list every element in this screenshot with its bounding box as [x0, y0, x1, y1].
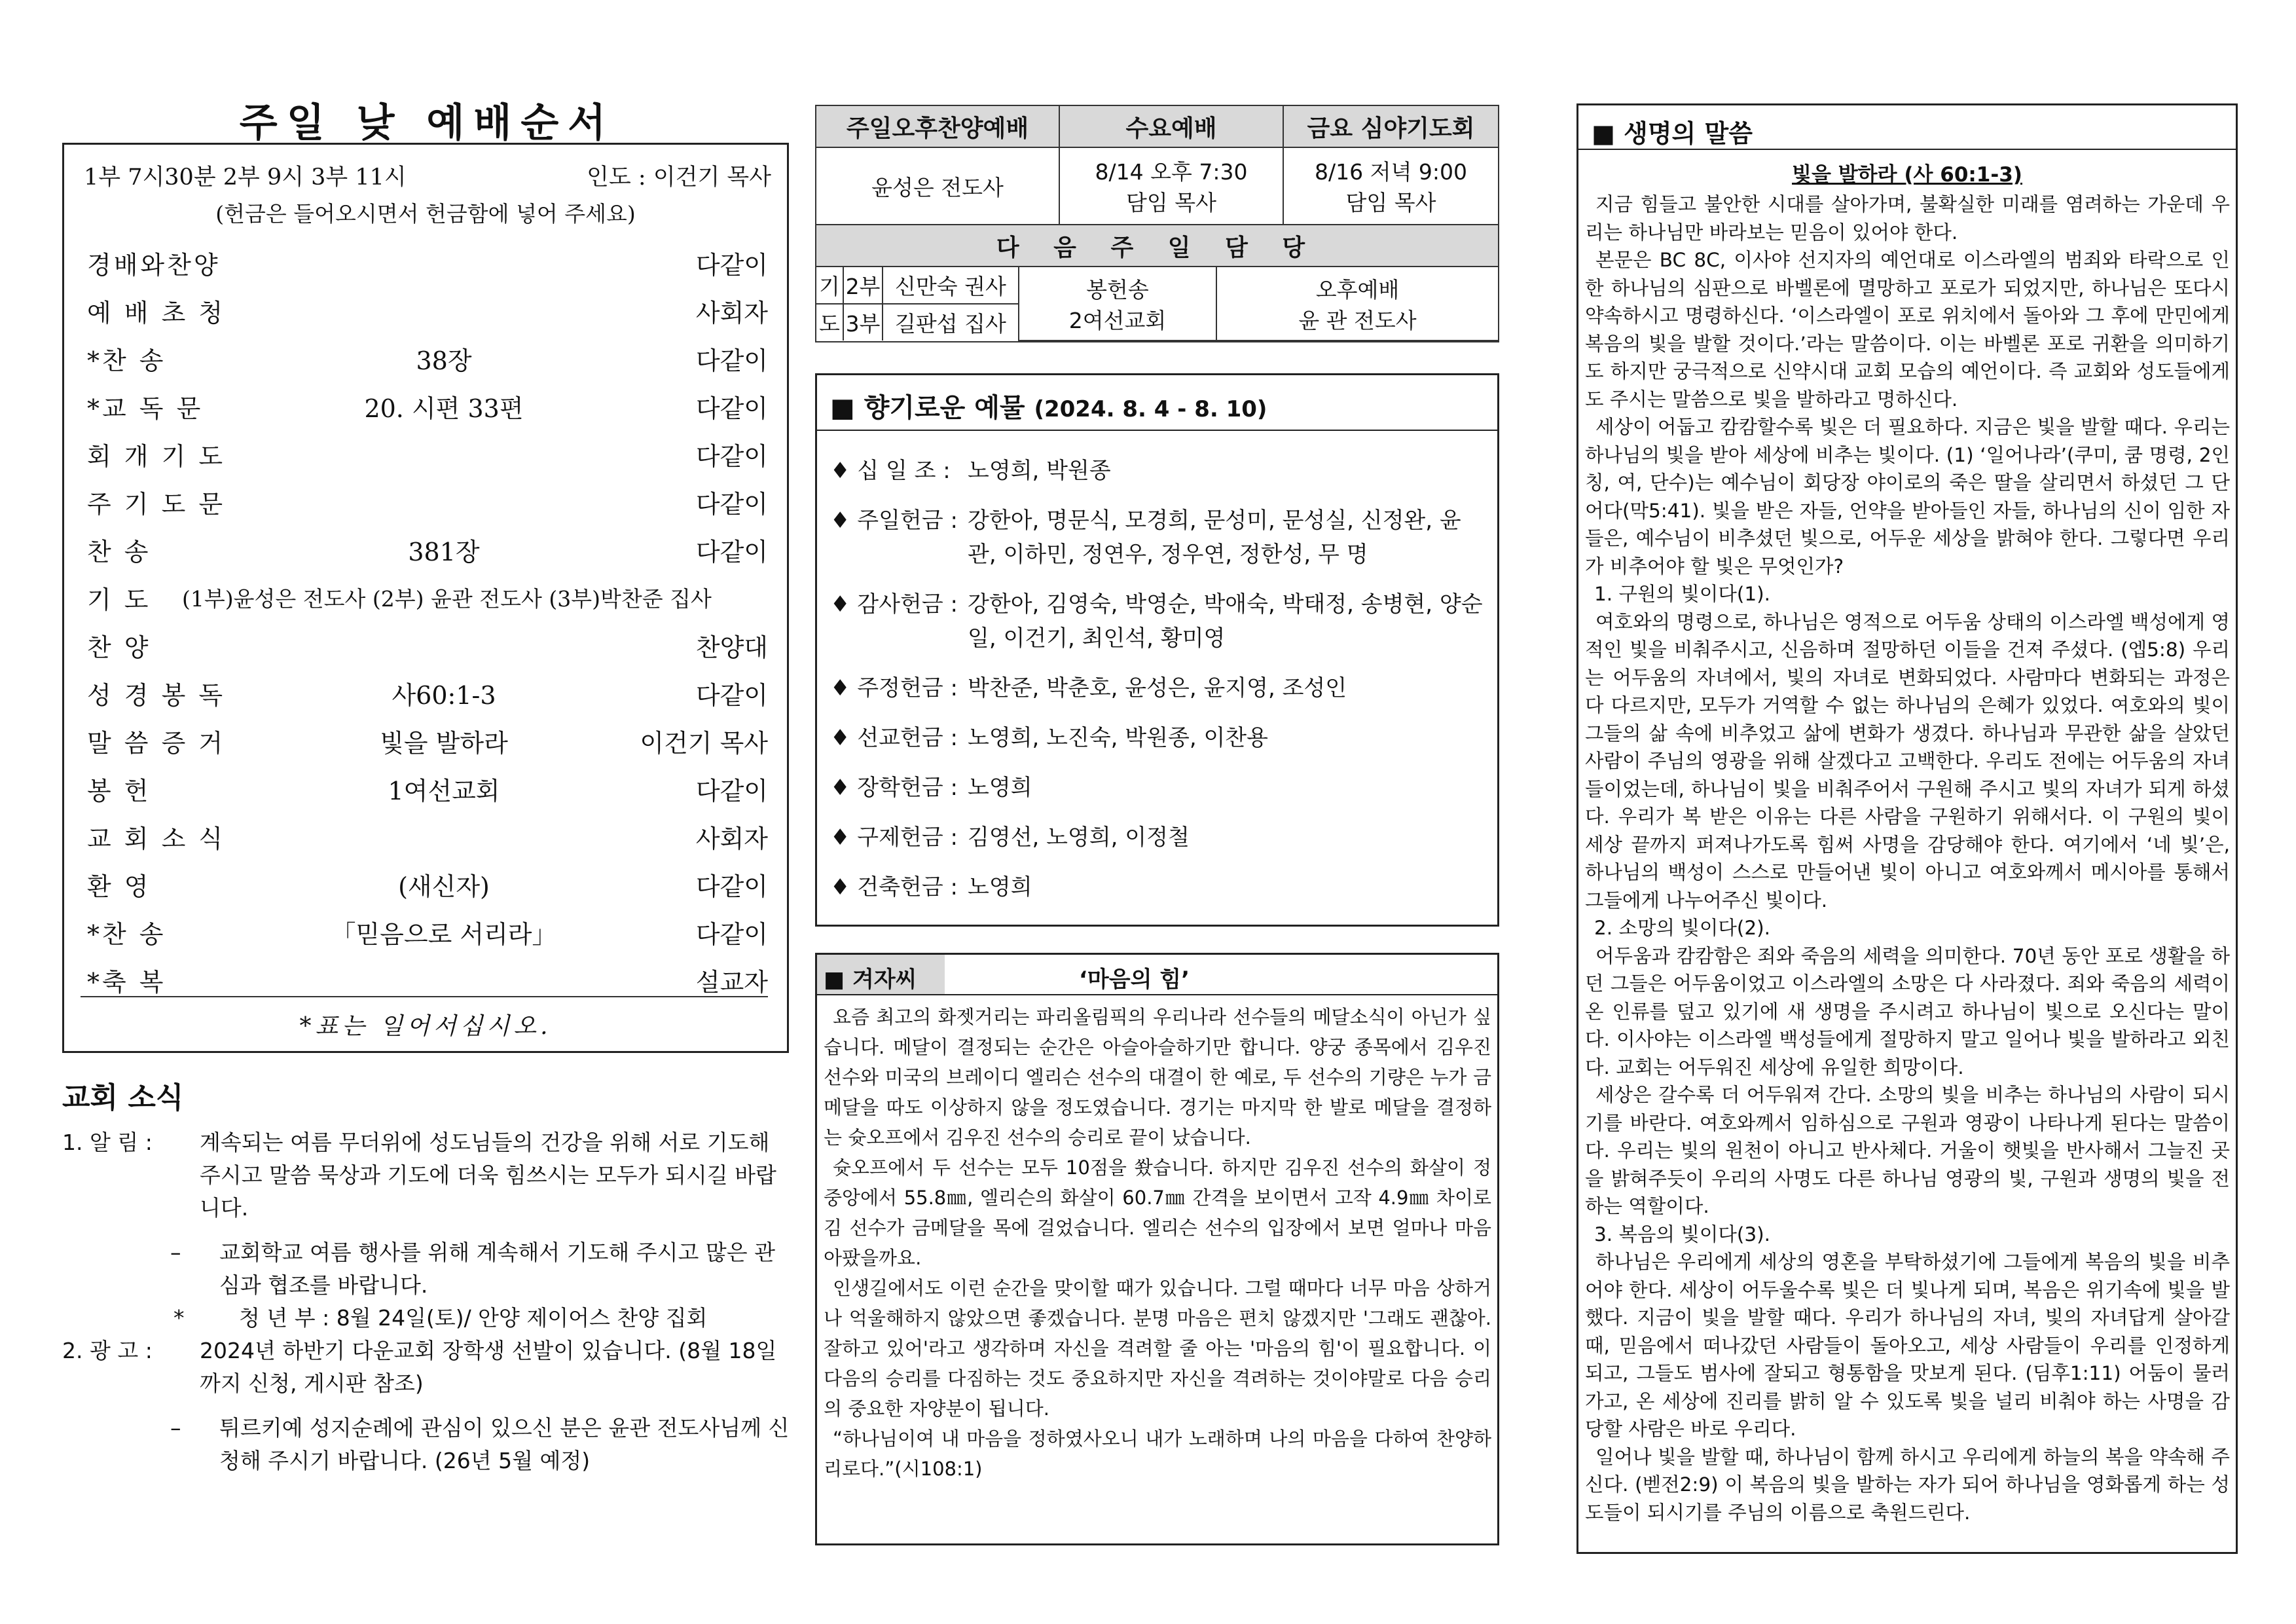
order-detail: (1부)윤성은 전도사 (2부) 윤관 전도사 (3부)박찬준 집사 — [182, 586, 712, 612]
offering-names: 노영희, 노진숙, 박원종, 이찬용 — [968, 725, 1268, 751]
news-subitem — [62, 1412, 792, 1477]
order-responsible: 다같이 — [695, 681, 768, 710]
order-item: 찬 양 — [87, 633, 151, 662]
order-responsible: 다같이 — [695, 442, 768, 471]
mustard-seed-header — [817, 955, 1497, 995]
order-detail: 20. 시편 33편 — [364, 394, 524, 423]
offering-label-wrap — [830, 821, 958, 855]
offering-row — [830, 870, 1485, 904]
offering-label: 구제헌금 : — [857, 824, 958, 851]
mustard-seed-text — [824, 1002, 1491, 1484]
sermon-paragraph: 여호와의 명령으로, 하나님은 영적으로 어두움 상태의 이스라엘 백성에게 영적인 빛을 비춰주시고, 신음하며 절망하던 이들을 건져 주셨다. (엡5:8) 우리는 어두움의 자녀에서, 빛의 자녀로 변화되었다. 사람마다 변화되는 과정은 다 다르지만, 모두가 거역할 수 없는 하나님의 은혜가 있었다. 여호와의 빛이 그들의 삶 속에 비추었고 삶에 변화가 생겼다. 하나님과 무관한 삶을 살았던 사람이 주님의 영광을 위해 살겠다고 고백한다. 우리도 전에는 어두움의 자녀들이었는데, 하나님이 빛을 비춰주어서 구원해 주시고 빛의 자녀가 되게 하셨다. 우리가 복 받은 이유는 다른 사람을 구원하기 위해서다. 이 구원의 빛이 세상 끝까지 퍼져나가도록 힘써 사명을 감당해야 한다. 여기에서 ‘네 빛’은, 하나님의 백성이 스스로 만들어낸 빛이 아니고 여호와께서 메시아를 통해서 그들에게 나누어주신 빛이다. — [1585, 610, 2230, 912]
order-item: 주 기 도 문 — [87, 490, 226, 519]
order-item: 봉 헌 — [87, 777, 151, 805]
worship-order-column — [62, 0, 792, 1624]
word-of-life-header — [1578, 105, 2236, 150]
offering-names: 노영희 — [968, 775, 1032, 801]
column-paragraph: 인생길에서도 이런 순간을 맞이할 때가 있습니다. 그럴 때마다 너무 마음 상하거나 억울해하지 않았으면 좋겠습니다. 분명 마음은 편치 않겠지만 '그래도 괜찮아. 잘하고 있어'라고 생각하며 자신을 격려할 줄 아는 '마음의 힘'이 필요합니다. 이 다음의 승리를 다짐하는 것도 중요하지만 자신을 격려하는 것이야말로 다음 승리의 중요한 자양분이 됩니다. — [824, 1277, 1491, 1420]
church-news-title: 교회 소식 — [62, 1081, 184, 1115]
sermon-paragraph: 본문은 BC 8C, 이사야 선지자의 예언대로 이스라엘의 범죄와 타락으로 인한 하나님의 심판으로 바벨론에 멸망하고 포로가 되었지만, 하나님은 또다시 약속하시고 명령하신다. ‘이스라엘이 포로 위치에서 돌아와 그 후에 만민에게 복음의 빛을 발할 것이다.’라는 말씀이다. 이는 바벨론 포로 귀환을 의미하기도 하지만 궁극적으로 신약시대 교회 모습의 예언이다. 즉 교회와 성도들에게도 주시는 말씀으로 빛을 발하라고 명하신다. — [1585, 249, 2230, 411]
next-week-title: 다 음 주 일 담 당 — [816, 225, 1499, 267]
next-week-row — [816, 267, 1499, 342]
order-row — [81, 287, 768, 335]
worship-leader: 인도 : 이건기 목사 — [587, 164, 771, 191]
friday-leader: 담임 목사 — [1345, 190, 1436, 215]
diamond-bullet-icon: ♦ — [830, 591, 850, 618]
prayer-name-3: 길판섭 집사 — [883, 304, 1019, 341]
word-of-life-box — [1576, 103, 2238, 1554]
news-text: 2024년 하반기 다운교회 장학생 선발이 있습니다. (8월 18일까지 신청, 게시판 참조) — [200, 1338, 777, 1396]
prayer-label-2: 도 — [816, 304, 843, 341]
order-detail: 38장 — [416, 346, 472, 375]
offering-names: 강한아, 명문식, 모경희, 문성미, 문성실, 신정완, 윤 관, 이하민, 정연우, 정우연, 정한성, 무 명 — [968, 507, 1461, 568]
sermon-paragraph: 어두움과 캄캄함은 죄와 죽음의 세력을 의미한다. 70년 동안 포로 생활을 하던 그들은 어두움이었고 이스라엘의 소망은 다 사라졌다. 죄와 죽음의 세력이 온 인류를 덮고 있기에 새 생명을 주시려고 하나님이 빛으로 오신다는 말이다. 이사야는 이스라엘 백성들에게 절망하지 말고 일어나 빛을 발하라고 외친다. 교회는 어두워진 세상에 유일한 희망이다. — [1585, 944, 2230, 1079]
order-item: 예 배 초 청 — [87, 299, 226, 327]
order-row — [81, 240, 768, 287]
diamond-bullet-icon: ♦ — [830, 874, 850, 900]
order-responsible: 찬양대 — [695, 633, 768, 662]
news-label: 1. 알 림 : — [62, 1130, 153, 1155]
offering-note: (헌금은 들어오시면서 헌금함에 넣어 주세요) — [215, 201, 636, 227]
order-row — [81, 909, 768, 957]
order-row — [81, 574, 768, 622]
diamond-bullet-icon: ♦ — [830, 725, 850, 751]
next-week-inner — [816, 267, 1498, 341]
offering-song-label: 봉헌송 — [1086, 276, 1149, 303]
offering-label: 장학헌금 : — [857, 775, 958, 801]
order-detail: 빛을 발하라 — [380, 729, 508, 758]
offerings-box — [815, 373, 1499, 927]
offering-label-wrap — [830, 721, 958, 755]
worship-order-list — [81, 240, 768, 1005]
offering-label: 주정헌금 : — [857, 675, 958, 701]
offering-row — [830, 454, 1485, 488]
order-responsible: 다같이 — [695, 920, 768, 949]
schedule-table — [815, 105, 1499, 342]
diamond-bullet-icon: ♦ — [830, 458, 850, 484]
word-of-life-title-line — [1592, 113, 1753, 149]
order-responsible: 설교자 — [695, 968, 768, 997]
prayer-name-2: 신만숙 권사 — [883, 267, 1019, 304]
order-responsible: 사회자 — [695, 299, 768, 327]
order-row — [81, 622, 768, 670]
order-row — [81, 766, 768, 813]
order-item: *찬 송 — [87, 920, 166, 949]
pm-service-label: 오후예배 — [1315, 276, 1400, 303]
offering-label: 감사헌금 : — [857, 591, 958, 618]
offering-label: 건축헌금 : — [857, 874, 958, 900]
order-row — [81, 526, 768, 574]
offering-song-group: 2여선교회 — [1068, 307, 1167, 333]
mustard-seed-box — [815, 953, 1499, 1545]
order-item: 경배와찬양 — [87, 251, 221, 280]
column-paragraph: 요즘 최고의 화젯거리는 파리올림픽의 우리나라 선수들의 메달소식이 아닌가 싶습니다. 메달이 결정되는 순간은 아슬아슬하기만 합니다. 양궁 종목에서 김우진 선수와 미국의 브레이디 엘리슨 선수의 대결이 한 예로, 두 선수의 기량은 누가 금메달을 따도 이상하지 않을 정도였습니다. 경기는 마지막 한 발로 메달을 결정하는 슛오프에서 김우진 선수의 승리로 끝이 났습니다. — [824, 1006, 1491, 1149]
diamond-bullet-icon: ♦ — [830, 675, 850, 701]
offering-label-wrap — [830, 671, 958, 705]
order-row — [81, 479, 768, 526]
dash-mark: – — [170, 1415, 181, 1441]
sunday-pm-header: 주일오후찬양예배 — [816, 105, 1059, 147]
sermon-paragraph: 세상은 갈수록 더 어두워져 간다. 소망의 빛을 비추는 하나님의 사람이 되시기를 바란다. 여호와께서 임하심으로 구원과 영광이 나타나게 된다는 말씀이다. 우리는 빛의 원천이 아니고 반사체다. 거울이 햇빛을 반사해서 그늘진 곳을 밝혀주듯이 우리의 사명도 다른 하나님 영광의 빛, 구원과 생명의 빛을 전하는 역할이다. — [1585, 1084, 2230, 1217]
mustard-seed-tag-text: 겨자씨 — [852, 967, 917, 993]
offering-label: 십 일 조 : — [857, 458, 951, 484]
order-responsible: 다같이 — [695, 872, 768, 901]
order-detail: 「믿음으로 서리라」 — [331, 920, 557, 949]
offering-names: 강한아, 김영숙, 박영순, 박애숙, 박태정, 송병현, 양순일, 이건기, 최인석, 황미영 — [968, 591, 1483, 652]
dash-mark: – — [170, 1240, 181, 1265]
square-icon: ■ — [1592, 119, 1615, 148]
order-responsible: 다같이 — [695, 394, 768, 423]
offering-names: 박찬준, 박춘호, 윤성은, 윤지영, 조성인 — [968, 675, 1347, 701]
order-item: *교 독 문 — [87, 394, 204, 423]
offerings-header — [817, 375, 1497, 431]
sunday-pm-leader: 윤성은 전도사 — [816, 147, 1059, 225]
worship-order-title: 주일 낮 예배순서 — [239, 100, 615, 146]
order-responsible: 다같이 — [695, 777, 768, 805]
offering-label-wrap — [830, 454, 951, 488]
offering-names: 노영희, 박원종 — [968, 458, 1111, 484]
order-detail: 1여선교회 — [388, 777, 500, 805]
order-divider — [81, 996, 768, 997]
news-subtext-2: 청 년 부 : 8월 24일(토)/ 안양 제이어스 찬양 집회 — [239, 1305, 708, 1331]
offering-label-wrap — [830, 587, 958, 621]
offering-row — [830, 721, 1485, 755]
prayer-label-1: 기 — [816, 267, 843, 304]
order-item: 기 도 — [87, 585, 151, 614]
offering-names: 노영희 — [968, 874, 1032, 900]
news-item — [62, 1126, 792, 1225]
order-row — [81, 335, 768, 383]
wednesday-leader: 담임 목사 — [1125, 190, 1216, 215]
news-subtext: 교회학교 여름 행사를 위해 계속해서 기도해 주시고 많은 관심과 협조를 바랍니다. — [219, 1240, 775, 1298]
order-item: *찬 송 — [87, 346, 166, 375]
news-label: 2. 광 고 : — [62, 1338, 153, 1363]
sermon-point: 3. 복음의 빛이다(3). — [1594, 1223, 1771, 1246]
friday-time: 8/16 저녁 9:00 — [1315, 159, 1467, 185]
wednesday-time: 8/14 오후 7:30 — [1095, 159, 1248, 185]
news-text: 계속되는 여름 무더위에 성도님들의 건강을 위해 서로 기도해 주시고 말씀 묵상과 기도에 더욱 힘쓰시는 모두가 되시길 바랍니다. — [200, 1130, 776, 1221]
order-responsible: 다같이 — [695, 490, 768, 519]
sermon-paragraph: 세상이 어둡고 캄캄할수록 빛은 더 필요하다. 지금은 빛을 발할 때다. 우리는 하나님의 빛을 받아 세상에 비추는 빛이다. (1) ‘일어나라’(쿠미, 쿰 명령, 2인칭, 여, 단수)는 예수님이 회당장 야이로의 죽은 딸을 살리면서 하셨던 그 단어다(막5:41). 빛을 받은 자들, 언약을 받아들인 자들, 하나님의 신이 임한 자들은, 예수님이 비추셨던 빛으로, 어두운 세상을 밝혀야 한다. 그렇다면 우리가 비추어야 할 빛은 무엇인가? — [1585, 416, 2230, 578]
offering-row — [830, 587, 1485, 655]
order-row — [81, 957, 768, 1005]
offering-label-wrap — [830, 870, 958, 904]
order-responsible: 다같이 — [695, 538, 768, 566]
wednesday-header: 수요예배 — [1059, 105, 1283, 147]
column-paragraph: 슛오프에서 두 선수는 모두 10점을 쐈습니다. 하지만 김우진 선수의 화살이 정중앙에서 55.8㎜, 엘리슨의 화살이 60.7㎜ 간격을 보이면서 고작 4.9㎜ 차이로 김 선수가 금메달을 목에 걸었습니다. 엘리슨 선수의 입장에서 보면 얼마나 마음 아팠을까요. — [824, 1156, 1491, 1269]
news-subitem-2 — [62, 1302, 792, 1335]
wednesday-cell — [1059, 147, 1283, 225]
offering-row — [830, 821, 1485, 855]
order-detail: 381장 — [408, 538, 480, 566]
offering-row — [830, 671, 1485, 705]
friday-header: 금요 심야기도회 — [1283, 105, 1499, 147]
order-detail: (새신자) — [398, 872, 490, 901]
worship-order-box — [62, 143, 789, 1053]
mustard-seed-tag — [824, 961, 917, 993]
offering-row — [830, 504, 1485, 572]
square-icon: ■ — [824, 967, 845, 993]
offering-row — [830, 771, 1485, 805]
order-responsible: 다같이 — [695, 251, 768, 280]
offerings-title-line — [830, 387, 1267, 424]
order-row — [81, 383, 768, 431]
diamond-bullet-icon: ♦ — [830, 775, 850, 801]
order-row — [81, 431, 768, 479]
order-item: 환 영 — [87, 872, 151, 901]
offering-song-cell — [1019, 267, 1216, 341]
sermon-paragraph: 일어나 빛을 발할 때, 하나님이 함께 하시고 우리에게 하늘의 복을 약속해 주신다. (벧전2:9) 이 복음의 빛을 발하는 자가 되어 하나님을 영화롭게 하는 성도들이 되시기를 주님의 이름으로 축원드린다. — [1585, 1445, 2230, 1524]
order-row — [81, 861, 768, 909]
schedule-column — [815, 0, 1503, 1624]
offering-names: 김영선, 노영희, 이정철 — [968, 824, 1190, 851]
order-row — [81, 670, 768, 718]
order-item: 교 회 소 식 — [87, 824, 226, 853]
standing-footnote: *표는 일어서십시오. — [299, 1013, 552, 1040]
offering-label-wrap — [830, 504, 958, 538]
order-item: *축 복 — [87, 968, 166, 997]
news-subitem — [62, 1236, 792, 1302]
order-row — [81, 718, 768, 766]
word-of-life-title: 생명의 말씀 — [1624, 119, 1753, 148]
order-item: 성 경 봉 독 — [87, 681, 226, 710]
news-item — [62, 1335, 792, 1400]
prayer-service-3: 3부 — [843, 304, 883, 341]
sermon-text — [1585, 191, 2230, 1526]
prayer-service-2: 2부 — [843, 267, 883, 304]
order-responsible: 이건기 목사 — [640, 729, 768, 758]
offering-label: 선교헌금 : — [857, 725, 958, 751]
sermon-paragraph: 하나님은 우리에게 세상의 영혼을 부탁하셨기에 그들에게 복음의 빛을 비추어야 한다. 세상이 어두울수록 빛은 더 빛나게 되며, 복음은 위기속에 빛을 발했다. 지금이 빛을 발할 때다. 우리가 하나님의 자녀, 빛의 자녀답게 살아갈 때, 믿음에서 떠나갔던 사람들이 돌아오고, 세상 사람들이 우리를 인정하게 되고, 그들도 범사에 잘되고 형통함을 맛보게 된다. (딤후1:11) 어둠이 물러가고, 온 세상에 진리를 밝히 알 수 있도록 빛을 널리 비춰야 하는 사명을 감당할 사람은 바로 우리다. — [1585, 1251, 2230, 1440]
order-responsible: 다같이 — [695, 346, 768, 375]
service-times-text: 1부 7시30분 2부 9시 3부 11시 — [84, 164, 407, 191]
column-paragraph: “하나님이여 내 마음을 정하였사오니 내가 노래하며 나의 마음을 다하여 찬양하리로다.”(시108:1) — [824, 1428, 1492, 1480]
sermon-subtitle: 빛을 발하라 (사 60:1-3) — [1792, 163, 2022, 187]
sermon-point: 1. 구원의 빛이다(1). — [1594, 583, 1771, 605]
order-detail: 사60:1-3 — [392, 681, 496, 710]
service-times — [84, 159, 771, 192]
sermon-point: 2. 소망의 빛이다(2). — [1594, 917, 1771, 939]
sermon-column — [1576, 0, 2241, 1624]
star-mark: * — [173, 1305, 185, 1331]
offerings-title: 향기로운 예물 — [864, 393, 1025, 423]
mustard-seed-title: ‘마음의 힘’ — [1079, 967, 1190, 993]
offering-label-wrap — [830, 771, 958, 805]
order-item: 찬 송 — [87, 538, 151, 566]
diamond-bullet-icon: ♦ — [830, 507, 850, 534]
order-item: 말 씀 증 거 — [87, 729, 226, 758]
offerings-period: (2024. 8. 4 - 8. 10) — [1034, 396, 1267, 422]
pm-service-leader: 윤 관 전도사 — [1298, 307, 1417, 333]
square-icon: ■ — [830, 393, 855, 423]
pm-service-cell — [1216, 267, 1498, 341]
order-row — [81, 813, 768, 861]
offering-label: 주일헌금 : — [857, 507, 958, 534]
sermon-paragraph: 지금 힘들고 불안한 시대를 살아가며, 불확실한 미래를 염려하는 가운데 우리는 하나님만 바라보는 믿음이 있어야 한다. — [1585, 193, 2230, 244]
order-item: 회 개 기 도 — [87, 442, 226, 471]
news-subtext: 튀르키예 성지순례에 관심이 있으신 분은 윤관 전도사님께 신청해 주시기 바랍니다. (26년 5월 예정) — [219, 1415, 790, 1473]
order-responsible: 사회자 — [695, 824, 768, 853]
friday-cell — [1283, 147, 1499, 225]
offerings-list — [830, 454, 1485, 920]
diamond-bullet-icon: ♦ — [830, 824, 850, 851]
church-news-list — [62, 1126, 792, 1477]
